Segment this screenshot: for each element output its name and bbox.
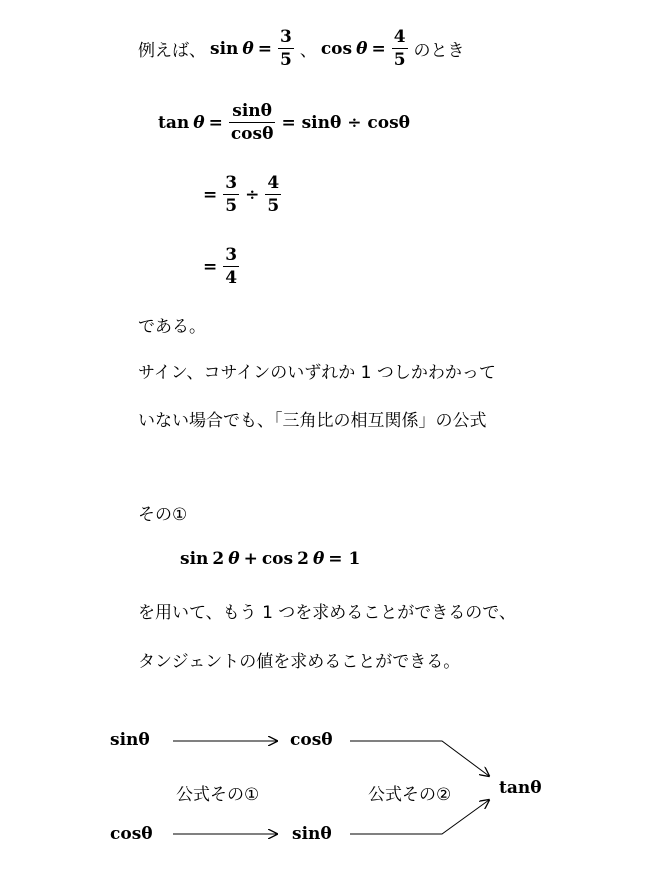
plus-sign: + [243,549,258,569]
diagram-right: tanθ [499,778,542,798]
diagram-top-mid: cosθ [290,730,333,750]
paragraph-line-3: いない場合でも、「三角比の相互関係」の公式 [138,411,487,431]
equals-sign: = [203,184,218,205]
theta-symbol: θ [312,549,325,569]
fraction-numerator: 4 [393,27,406,47]
theta-symbol: θ [228,549,240,569]
diagram-bottom-mid: sinθ [292,824,332,844]
theta-symbol: θ [193,112,205,133]
sin-label: sin [210,38,239,59]
tan-equation-rhs: = sinθ ÷ cosθ [281,112,411,133]
arrow-top-right [350,741,489,776]
diagram-top-left: sinθ [110,730,150,750]
theta-symbol: θ [242,38,254,59]
diagram-bottom-left: cosθ [110,824,153,844]
cos-label: cos [320,38,353,59]
fraction-denominator: 5 [393,50,406,70]
arrow-bottom-right [350,800,489,834]
formula-label: その① [138,505,188,525]
cos-label: cos [261,549,294,569]
fraction-numerator: 3 [279,27,292,47]
intro-suffix: のとき [413,41,465,61]
diagram-label-right: 公式その② [368,785,452,805]
equals-sign: = [371,38,386,59]
fraction-denominator: 5 [279,50,292,70]
fraction-denominator: cosθ [230,124,274,144]
equals-one: = 1 [328,549,361,569]
equals-sign: = [208,112,223,133]
diagram-label-left: 公式その① [176,785,260,805]
exponent: 2 [297,549,309,569]
equals-sign: = [203,256,218,277]
exponent: 2 [212,549,225,569]
separator: 、 [299,41,317,61]
fraction-numerator: 3 [225,245,238,265]
paragraph-line-2: サイン、コサインのいずれか 1 つしかわかって [138,363,496,383]
paragraph-line-1: である。 [138,317,206,337]
intro-prefix: 例えば、 [138,41,206,61]
closing-line-1: を用いて、もう 1 つを求めることができるので、 [138,603,516,623]
fraction-denominator: 5 [225,196,238,216]
tan-label: tan [158,112,190,133]
equals-sign: = [257,38,272,59]
fraction-numerator: sinθ [229,100,276,123]
divide-sign: ÷ [245,184,260,205]
sin-label: sin [180,549,209,569]
theta-symbol: θ [356,38,368,59]
fraction-denominator: 4 [225,268,238,288]
fraction-numerator: 3 [225,173,238,193]
fraction-numerator: 4 [267,173,280,193]
closing-line-2: タンジェントの値を求めることができる。 [138,652,461,672]
fraction-denominator: 5 [267,196,280,216]
